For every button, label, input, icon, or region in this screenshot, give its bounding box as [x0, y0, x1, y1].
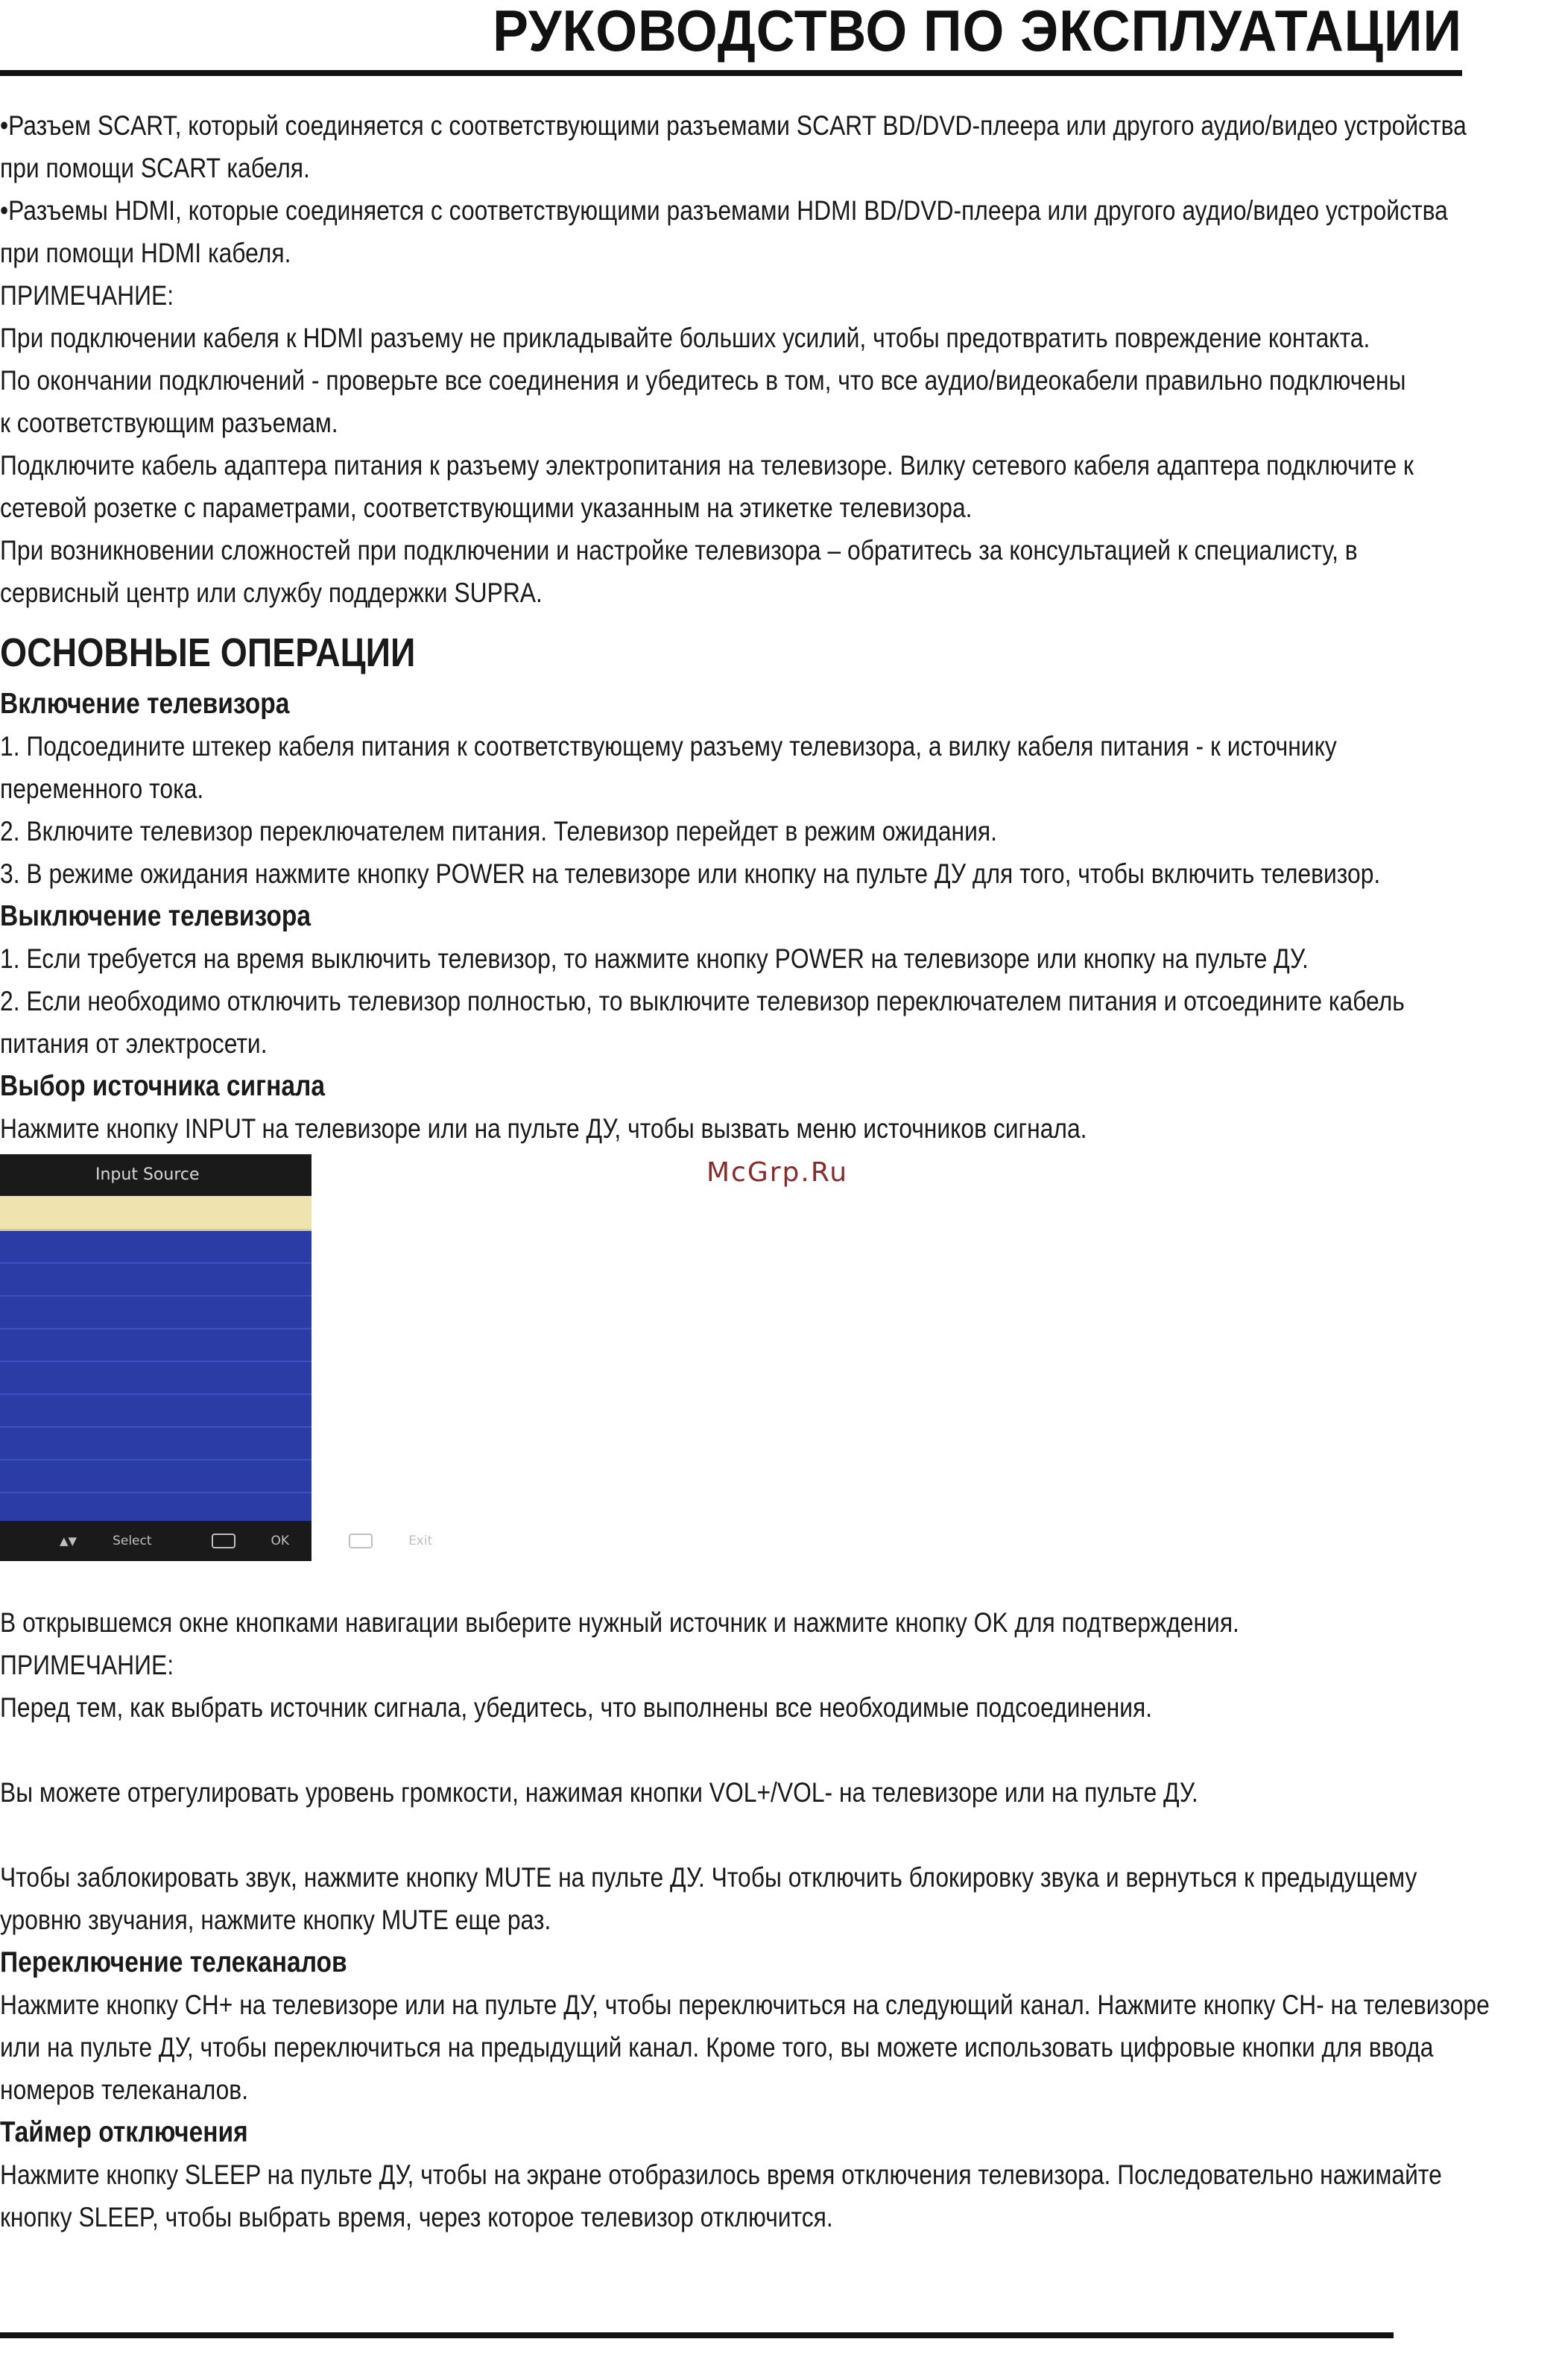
spacer: [0, 1814, 1559, 1856]
menu-footer: [0, 1521, 433, 1561]
text-line: к соответствующим разъемам.: [0, 408, 338, 438]
subheading-power-off: Выключение телевизора: [0, 900, 312, 932]
menu-row: [0, 1362, 312, 1395]
text-line: при помощи SCART кабеля.: [0, 153, 310, 183]
text-line: 1. Подсоедините штекер кабеля питания к соответствующему разъему телевизора, а вилку кабеля питания - к источнику: [0, 731, 1337, 762]
text-line: Перед тем, как выбрать источник сигнала, убедитесь, что выполнены все необходимые подсоединения.: [0, 1692, 1153, 1723]
text-line: Нажмите кнопку SLEEP на пульте ДУ, чтобы на экране отобразилось время отключения телевизора. Последовательно нажимайте: [0, 2159, 1442, 2190]
text-line: сервисный центр или службу поддержки SUPRA.: [0, 577, 543, 608]
text-line: сетевой розетке с параметрами, соответствующими указанным на этикетке телевизора.: [0, 493, 973, 523]
menu-row: [0, 1329, 312, 1362]
select-hint: ▲▼ Select: [60, 1534, 152, 1548]
subheading-source: Выбор источника сигнала: [0, 1070, 326, 1102]
menu-row: [0, 1395, 312, 1428]
ok-key-icon: [212, 1534, 235, 1548]
menu-row: [0, 1428, 312, 1460]
spacer: [0, 1729, 1559, 1771]
menu-row: [0, 1297, 312, 1329]
text-line: Нажмите кнопку INPUT на телевизоре или на пульте ДУ, чтобы вызвать меню источников сигнала.: [0, 1113, 1087, 1144]
text-line: уровню звучания, нажмите кнопку MUTE еще раз.: [0, 1905, 551, 1935]
text-line: при помощи HDMI кабеля.: [0, 238, 291, 268]
text-line: 3. В режиме ожидания нажмите кнопку POWER на телевизоре или кнопку на пульте ДУ для того, чтобы включить телевизор.: [0, 858, 1381, 889]
text-line: При подключении кабеля к HDMI разъему не прикладывайте больших усилий, чтобы предотвратить повреждение контакта.: [0, 323, 1370, 353]
input-source-figure: [0, 1154, 1559, 1601]
text-line: Вы можете отрегулировать уровень громкости, нажимая кнопки VOL+/VOL- на телевизоре или на пульте ДУ.: [0, 1777, 1198, 1808]
page-title: РУКОВОДСТВО ПО ЭКСПЛУАТАЦИИ: [493, 0, 1462, 63]
text-line: В открывшемся окне кнопками навигации выберите нужный источник и нажмите кнопку OK для подтверждения.: [0, 1607, 1239, 1638]
menu-row: [0, 1460, 312, 1493]
text-line: переменного тока.: [0, 773, 204, 804]
input-source-menu: [0, 1154, 433, 1561]
text-line: При возникновении сложностей при подключении и настройке телевизора – обратитесь за консультацией к специалисту, в: [0, 535, 1358, 566]
section-title: ОСНОВНЫЕ ОПЕРАЦИИ: [0, 630, 416, 675]
subheading-power-on: Включение телевизора: [0, 688, 290, 720]
text-line: или на пульте ДУ, чтобы переключиться на предыдущий канал. Кроме того, вы можете использовать цифровые кнопки для ввода: [0, 2032, 1434, 2063]
header-divider: [0, 70, 1462, 76]
text-line: •Разъем SCART, который соединяется с соответствующими разъемами SCART BD/DVD-плеера или другого аудио/видео устройства: [0, 110, 1467, 141]
subheading-sleep: Таймер отключения: [0, 2116, 248, 2148]
text-line: По окончании подключений - проверьте все соединения и убедитесь в том, что все аудио/видеокабели правильно подключены: [0, 365, 1406, 396]
up-down-arrow-icon: ▲▼: [60, 1534, 78, 1548]
text-line: питания от электросети.: [0, 1028, 268, 1059]
text-line: Подключите кабель адаптера питания к разъему электропитания на телевизоре. Вилку сетевого кабеля адаптера подключите к: [0, 450, 1414, 481]
page-content: [0, 104, 1559, 2238]
menu-row: [0, 1264, 312, 1297]
text-line: номеров телеканалов.: [0, 2074, 249, 2105]
ok-hint: OK: [182, 1534, 290, 1548]
note-label: ПРИМЕЧАНИЕ:: [0, 280, 174, 311]
menu-selected-row: [0, 1196, 312, 1231]
text-line: 2. Если необходимо отключить телевизор полностью, то выключите телевизор переключателем питания и отсоедините кабель: [0, 986, 1405, 1016]
text-line: кнопку SLEEP, чтобы выбрать время, через которое телевизор отключится.: [0, 2202, 833, 2232]
subheading-channels: Переключение телеканалов: [0, 1946, 347, 1978]
footer-divider: [0, 2332, 1394, 2338]
menu-title: Input Source: [0, 1154, 312, 1196]
watermark: McGrp.Ru: [706, 1157, 849, 1188]
text-line: 1. Если требуется на время выключить телевизор, то нажмите кнопку POWER на телевизоре или кнопку на пульте ДУ.: [0, 943, 1309, 974]
text-line: Чтобы заблокировать звук, нажмите кнопку MUTE на пульте ДУ. Чтобы отключить блокировку звука и вернуться к предыдущему: [0, 1862, 1417, 1893]
text-line: Нажмите кнопку CH+ на телевизоре или на пульте ДУ, чтобы переключиться на следующий канал. Нажмите кнопку CH- на телевизоре: [0, 1990, 1490, 2020]
note-label: ПРИМЕЧАНИЕ:: [0, 1650, 174, 1680]
exit-key-icon: [349, 1534, 373, 1548]
exit-hint: Exit: [319, 1534, 432, 1548]
text-line: 2. Включите телевизор переключателем питания. Телевизор перейдет в режим ожидания.: [0, 816, 997, 846]
menu-row: [0, 1231, 312, 1264]
text-line: •Разъемы HDMI, которые соединяется с соответствующими разъемами HDMI BD/DVD-плеера или другого аудио/видео устройства: [0, 195, 1448, 226]
